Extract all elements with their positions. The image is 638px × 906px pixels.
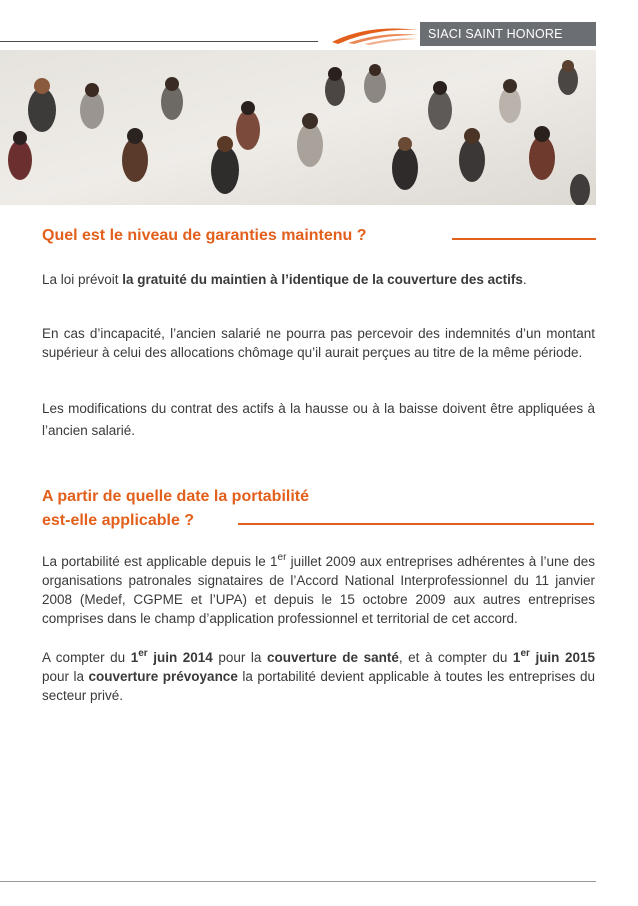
section1-title: Quel est le niveau de garanties maintenu ? — [42, 227, 367, 244]
section1-title-rule — [452, 238, 596, 240]
brand-logo — [328, 22, 596, 46]
header-rule — [0, 41, 318, 42]
footer-rule — [0, 881, 596, 882]
section1-paragraph-2: En cas d’incapacité, l’ancien salarié ne pourra pas percevoir des indemnités d’un montant supérieur à celui des allocations chômage qu’il aurait perçues au titre de la même période. — [42, 326, 595, 360]
section1-paragraph-3: Les modifications du contrat des actifs à la hausse ou à la baisse doivent être appliquées à l’ancien salarié. — [42, 401, 595, 438]
section2-paragraph-2: A compter du 1er juin 2014 pour la couverture de santé, et à compter du 1er juin 2015 pour la couverture prévoyance la portabilité devient applicable à toutes les entreprises du secteur privé. — [42, 648, 596, 703]
brand-name: SIACI SAINT HONORE — [420, 22, 596, 46]
logo-swoosh-icon — [328, 22, 420, 46]
section2-title-line-1: A partir de quelle date la portabilité — [42, 488, 310, 505]
section2-title-line-2: est-elle applicable ? — [42, 512, 195, 529]
section1-paragraph-1: La loi prévoit la gratuité du maintien à l’identique de la couverture des actifs. — [42, 272, 527, 287]
section2-paragraph-1: La portabilité est applicable depuis le 1er juillet 2009 aux entreprises adhérentes à l’une des organisations patronales signataires de l’Accord National Interprofessionnel du 11 janvier 2008 (Medef, CGPME et l’UPA) et depuis le 15 octobre 2009 aux autres entreprises comprises dans le champ d’application professionnel et territorial de cet accord. — [42, 552, 595, 626]
section2-title-rule — [238, 523, 594, 525]
hero-photo — [0, 50, 596, 205]
